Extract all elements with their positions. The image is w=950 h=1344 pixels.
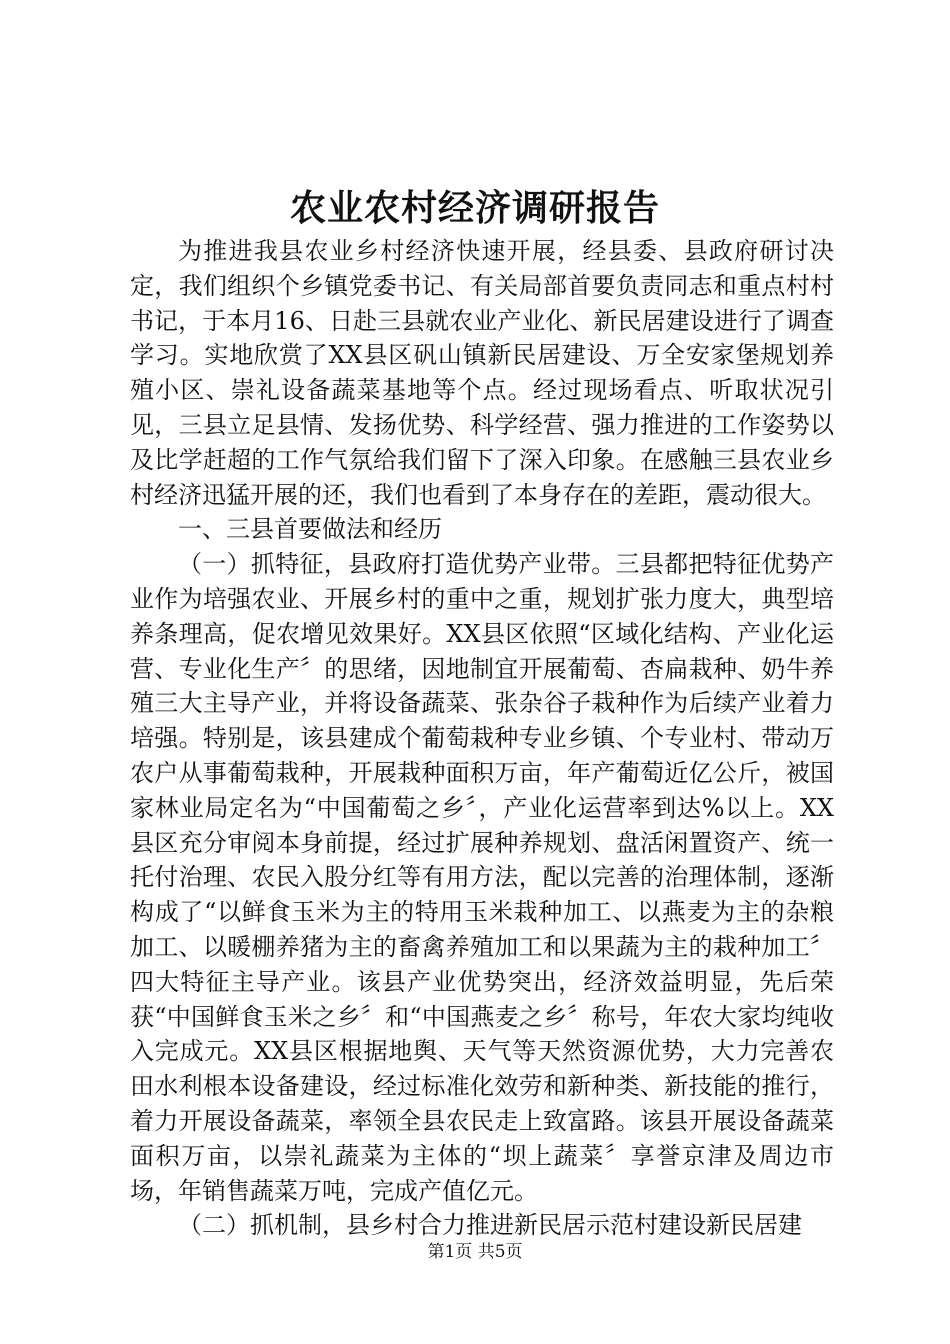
paragraph-intro: 为推进我县农业乡村经济快速开展，经县委、县政府研讨决定，我们组织个乡镇党委书记、有关局部首要负责同志和重点村村书记，于本月16、日赴三县就农业产业化、新民居建设进行了调查学习。实地欣赏了XX县区矾山镇新民居建设、万全安家堡规划养殖小区、崇礼设备蔬菜基地等个点。经过现场看点、听取状况引见，三县立足县情、发扬优势、科学经营、强力推进的工作姿势以及比学赶超的工作气氛给我们留下了深入印象。在感触三县农业乡村经济迅猛开展的还，我们也看到了本身存在的差距，震动很大。 bbox=[130, 237, 834, 509]
document-title: 农业农村经济调研报告 bbox=[289, 187, 660, 229]
paragraph-subsection-2: （二）抓机制，县乡村合力推进新民居示范村建设新民居建 bbox=[178, 1211, 802, 1240]
paragraph-subsection-1: （一）抓特征，县政府打造优势产业带。三县都把特征优势产业作为培强农业、开展乡村的重中之重，规划扩张力度大，典型培养条理高，促农增见效果好。XX县区依照“区域化结构、产业化运营、专业化生产〞的思绪，因地制宜开展葡萄、杏扁栽种、奶牛养殖三大主导产业，并将设备蔬菜、张杂谷子栽种作为后续产业着力培强。特别是，该县建成个葡萄栽种专业乡镇、个专业村、带动万农户从事葡萄栽种，开展栽种面积万亩，年产葡萄近亿公斤，被国家林业局定名为“中国葡萄之乡〞，产业化运营率到达%以上。XX县区充分审阅本身前提，经过扩展种养规划、盘活闲置资产、统一托付治理、农民入股分红等有用方法，配以完善的治理体制，逐渐构成了“以鲜食玉米为主的特用玉米栽种加工、以燕麦为主的杂粮加工、以暖棚养猪为主的畜禽养殖加工和以果蔬为主的栽种加工〞四大特征主导产业。该县产业优势突出，经济效益明显，先后荣获“中国鲜食玉米之乡〞和“中国燕麦之乡〞称号，年农大家均纯收入完成元。XX县区根据地舆、天气等天然资源优势，大力完善农田水利根本设备建设，经过标准化效劳和新种类、新技能的推行，着力开展设备蔬菜，率领全县农民走上致富路。该县开展设备蔬菜面积万亩，以崇礼蔬菜为主体的“坝上蔬菜〞享誉京津及周边市场，年销售蔬菜万吨，完成产值亿元。 bbox=[130, 550, 834, 1205]
document-body bbox=[130, 234, 834, 1243]
section-heading-1: 一、三县首要做法和经历 bbox=[178, 515, 442, 544]
page-footer: 第1页 共5页 bbox=[427, 1242, 523, 1262]
